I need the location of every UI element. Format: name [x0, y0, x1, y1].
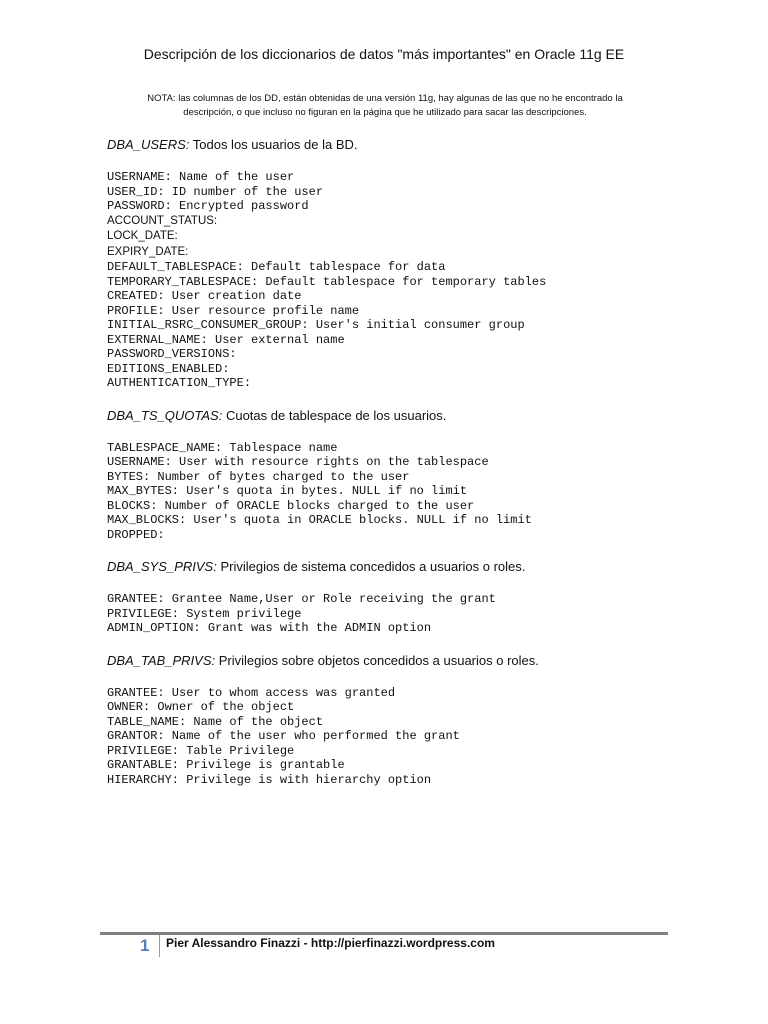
view-name: DBA_SYS_PRIVS:: [107, 559, 217, 574]
column-description: DEFAULT_TABLESPACE: Default tablespace for data: [107, 260, 446, 274]
view-description: Cuotas de tablespace de los usuarios.: [222, 407, 447, 423]
column-description: GRANTOR: Name of the user who performed the grant: [107, 729, 460, 743]
section-heading: [107, 137, 707, 153]
note-paragraph: [120, 92, 650, 120]
column-description: CREATED: User creation date: [107, 289, 302, 303]
column-description: OWNER: Owner of the object: [107, 700, 295, 714]
page-number: 1: [140, 936, 150, 955]
column-description: EXTERNAL_NAME: User external name: [107, 332, 345, 347]
document-title: Descripción de los diccionarios de datos "más importantes" en Oracle 11g EE: [143, 46, 625, 62]
column-description: PASSWORD_VERSIONS:: [107, 347, 237, 361]
note-line: NOTA: las columnas de los DD, están obtenidas de una versión 11g, hay algunas de las que no he encontrado la: [147, 93, 623, 104]
view-description: Privilegios sobre objetos concedidos a usuarios o roles.: [215, 652, 539, 668]
column-description: BYTES: Number of bytes charged to the user: [107, 469, 410, 484]
section-heading: [107, 559, 707, 575]
column-description: INITIAL_RSRC_CONSUMER_GROUP: User's initial consumer group: [107, 318, 525, 332]
footer-divider: [159, 935, 160, 957]
column-description: EDITIONS_ENABLED:: [107, 361, 230, 376]
column-description: DROPPED:: [107, 527, 165, 542]
column-description: PRIVILEGE: System privilege: [107, 606, 302, 621]
column-description: GRANTEE: User to whom access was granted: [107, 685, 396, 700]
view-name: DBA_TAB_PRIVS:: [107, 652, 216, 668]
section-heading: [107, 653, 707, 669]
column-description: AUTHENTICATION_TYPE:: [107, 376, 252, 390]
column-description: TABLESPACE_NAME: Tablespace name: [107, 440, 338, 455]
column-description: PRIVILEGE: Table Privilege: [107, 743, 295, 758]
dictionary-section: [107, 653, 707, 788]
column-description: USERNAME: User with resource rights on the tablespace: [107, 455, 489, 469]
dictionary-section: [107, 137, 707, 391]
column-description: TEMPORARY_TABLESPACE: Default tablespace for temporary tables: [107, 274, 547, 289]
column-description: USERNAME: Name of the user: [107, 170, 295, 184]
dictionary-section: [107, 408, 707, 543]
column-description: BLOCKS: Number of ORACLE blocks charged to the user: [107, 498, 475, 513]
footer-author-link: Pier Alessandro Finazzi - http://pierfinazzi.wordpress.com: [166, 936, 495, 950]
view-description: Privilegios de sistema concedidos a usuarios o roles.: [216, 559, 526, 574]
column-description: LOCK_DATE:: [107, 230, 178, 242]
column-description: ACCOUNT_STATUS:: [107, 214, 218, 227]
column-description: ADMIN_OPTION: Grant was with the ADMIN option: [107, 621, 432, 635]
column-description: PROFILE: User resource profile name: [107, 303, 360, 318]
column-description: TABLE_NAME: Name of the object: [107, 714, 324, 729]
footer-rule: [100, 932, 668, 935]
column-description: MAX_BLOCKS: User's quota in ORACLE blocks. NULL if no limit: [107, 513, 532, 527]
document-body: [107, 137, 707, 804]
column-description: GRANTEE: Grantee Name,User or Role receiving the grant: [107, 592, 496, 606]
column-description: USER_ID: ID number of the user: [107, 184, 324, 199]
column-description: GRANTABLE: Privilege is grantable: [107, 758, 345, 772]
column-description: EXPIRY_DATE:: [107, 245, 189, 258]
dictionary-section: [107, 559, 707, 636]
column-description: PASSWORD: Encrypted password: [107, 199, 309, 213]
view-name: DBA_USERS:: [107, 137, 190, 152]
view-name: DBA_TS_QUOTAS:: [107, 407, 223, 423]
column-description: MAX_BYTES: User's quota in bytes. NULL if no limit: [107, 484, 468, 498]
note-line: descripción, o que incluso no figuran en la página que he utilizado para sacar las descripciones.: [183, 107, 587, 118]
view-description: Todos los usuarios de la BD.: [189, 137, 358, 152]
column-description: HIERARCHY: Privilege is with hierarchy option: [107, 772, 432, 787]
section-heading: [107, 408, 707, 424]
